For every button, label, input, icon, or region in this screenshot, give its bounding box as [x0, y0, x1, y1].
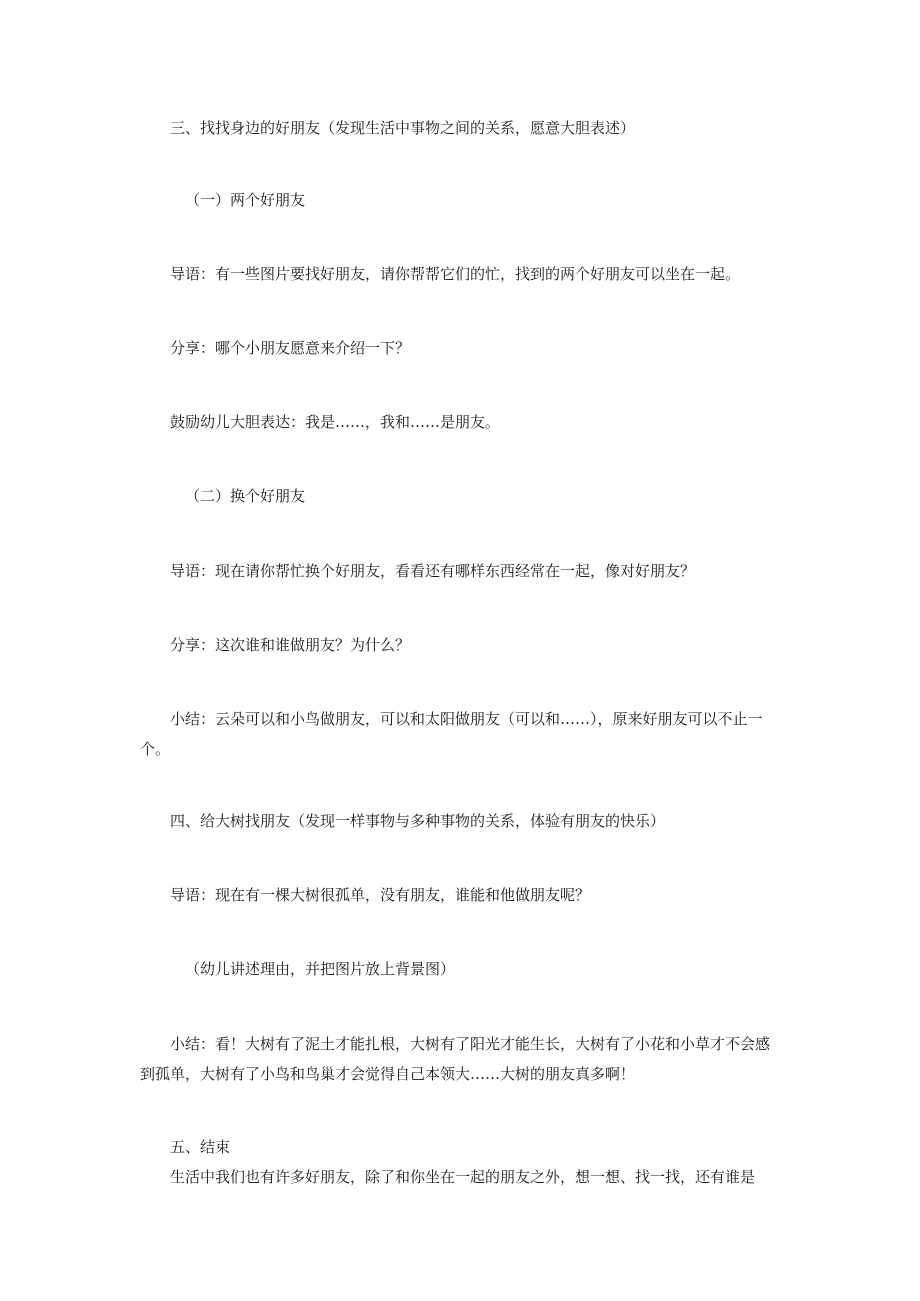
- section4-intro: 导语：现在有一棵大树很孤单，没有朋友，谁能和他做朋友呢？: [170, 886, 591, 904]
- part2-share: 分享：这次谁和谁做朋友？为什么？: [170, 636, 411, 654]
- part2-heading: （二）换个好朋友: [185, 487, 306, 505]
- section3-heading: 三、找找身边的好朋友（发现生活中事物之间的关系，愿意大胆表述）: [170, 119, 636, 137]
- section4-heading: 四、给大树找朋友（发现一样事物与多种事物的关系，体验有朋友的快乐）: [170, 812, 666, 830]
- section5-heading: 五、结束: [170, 1138, 231, 1156]
- part2-summary: 小结：云朵可以和小鸟做朋友，可以和太阳做朋友（可以和……），原来好朋友可以不止一个。: [140, 710, 763, 758]
- section5-text: 生活中我们也有许多好朋友，除了和你坐在一起的朋友之外，想一想、找一找，还有谁是: [170, 1168, 756, 1186]
- section4-note: （幼儿讲述理由，并把图片放上背景图）: [185, 960, 456, 978]
- part1-share: 分享：哪个小朋友愿意来介绍一下？: [170, 339, 411, 357]
- part1-intro: 导语：有一些图片要找好朋友，请你帮帮它们的忙，找到的两个好朋友可以坐在一起。: [170, 265, 741, 283]
- part1-heading: （一）两个好朋友: [185, 191, 306, 209]
- section4-summary: 小结：看！大树有了泥土才能扎根，大树有了阳光才能生长，大树有了小花和小草才不会感到孤单，大树有了小鸟和鸟巢才会觉得自己本领大……大树的朋友真多啊！: [140, 1035, 771, 1083]
- part2-intro: 导语：现在请你帮忙换个好朋友，看看还有哪样东西经常在一起，像对好朋友？: [170, 562, 696, 580]
- part1-encourage: 鼓励幼儿大胆表达：我是……，我和……是朋友。: [170, 413, 501, 431]
